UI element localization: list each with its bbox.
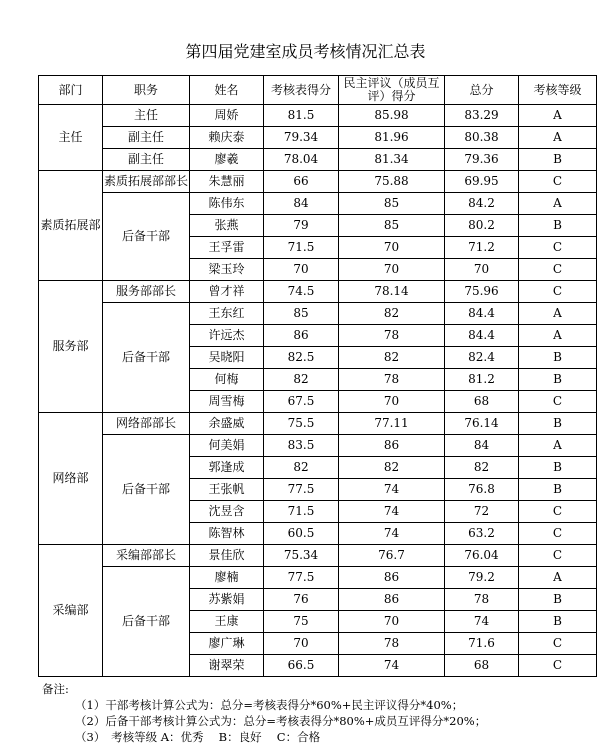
total-score-cell: 84.4 <box>445 303 519 325</box>
position-cell: 后备干部 <box>103 193 190 281</box>
name-cell: 谢翠荣 <box>190 655 264 677</box>
note-line: （2）后备干部考核计算公式为：总分=考核表得分*80%+成员互评得分*20%； <box>75 714 487 728</box>
grade-cell: B <box>519 457 597 479</box>
grade-cell: C <box>519 171 597 193</box>
form-score-cell: 86 <box>264 325 339 347</box>
name-cell: 陈伟东 <box>190 193 264 215</box>
table-row <box>39 193 597 215</box>
position-cell: 素质拓展部部长 <box>103 171 190 193</box>
form-score-cell: 82.5 <box>264 347 339 369</box>
position-cell: 服务部部长 <box>103 281 190 303</box>
total-score-cell: 82 <box>445 457 519 479</box>
peer-score-cell: 77.11 <box>339 413 445 435</box>
grade-cell: B <box>519 589 597 611</box>
total-score-cell: 84 <box>445 435 519 457</box>
grade-cell: B <box>519 369 597 391</box>
form-score-cell: 71.5 <box>264 501 339 523</box>
total-score-cell: 68 <box>445 655 519 677</box>
form-score-cell: 76 <box>264 589 339 611</box>
peer-score-cell: 70 <box>339 259 445 281</box>
total-score-cell: 75.96 <box>445 281 519 303</box>
grade-cell: C <box>519 545 597 567</box>
peer-score-cell: 76.7 <box>339 545 445 567</box>
name-cell: 王张帆 <box>190 479 264 501</box>
peer-score-cell: 81.34 <box>339 149 445 171</box>
grade-cell: A <box>519 435 597 457</box>
form-score-cell: 82 <box>264 369 339 391</box>
total-score-cell: 82.4 <box>445 347 519 369</box>
name-cell: 郭逢成 <box>190 457 264 479</box>
form-score-cell: 85 <box>264 303 339 325</box>
form-score-cell: 77.5 <box>264 567 339 589</box>
grade-cell: B <box>519 347 597 369</box>
department-cell: 采编部 <box>39 545 103 677</box>
header-name: 姓名 <box>190 76 264 105</box>
total-score-cell: 81.2 <box>445 369 519 391</box>
department-cell: 主任 <box>39 105 103 171</box>
summary-table <box>38 75 597 677</box>
table-row <box>39 545 597 567</box>
total-score-cell: 68 <box>445 391 519 413</box>
grade-cell: C <box>519 259 597 281</box>
total-score-cell: 76.8 <box>445 479 519 501</box>
peer-score-cell: 74 <box>339 479 445 501</box>
name-cell: 朱慧丽 <box>190 171 264 193</box>
notes-heading: 备注: <box>42 682 69 696</box>
peer-score-cell: 78 <box>339 633 445 655</box>
position-cell: 主任 <box>103 105 190 127</box>
grade-cell: B <box>519 149 597 171</box>
page-title: 第四届党建室成员考核情况汇总表 <box>185 42 426 61</box>
position-cell: 副主任 <box>103 149 190 171</box>
header-position: 职务 <box>103 76 190 105</box>
form-score-cell: 81.5 <box>264 105 339 127</box>
name-cell: 廖楠 <box>190 567 264 589</box>
position-cell: 网络部部长 <box>103 413 190 435</box>
peer-score-cell: 70 <box>339 237 445 259</box>
table-body <box>39 105 597 677</box>
name-cell: 梁玉玲 <box>190 259 264 281</box>
name-cell: 王东红 <box>190 303 264 325</box>
total-score-cell: 76.14 <box>445 413 519 435</box>
notes <box>42 681 486 745</box>
peer-score-cell: 70 <box>339 611 445 633</box>
total-score-cell: 70 <box>445 259 519 281</box>
peer-score-cell: 81.96 <box>339 127 445 149</box>
total-score-cell: 63.2 <box>445 523 519 545</box>
peer-score-cell: 86 <box>339 567 445 589</box>
grade-cell: C <box>519 501 597 523</box>
grade-cell: B <box>519 611 597 633</box>
name-cell: 曾才祥 <box>190 281 264 303</box>
total-score-cell: 80.2 <box>445 215 519 237</box>
table-row <box>39 105 597 127</box>
grade-cell: A <box>519 303 597 325</box>
grade-cell: C <box>519 237 597 259</box>
total-score-cell: 74 <box>445 611 519 633</box>
header-form-score: 考核表得分 <box>264 76 339 105</box>
grade-cell: C <box>519 391 597 413</box>
name-cell: 吴晓阳 <box>190 347 264 369</box>
form-score-cell: 78.04 <box>264 149 339 171</box>
grade-cell: A <box>519 105 597 127</box>
grade-cell: A <box>519 325 597 347</box>
grade-cell: C <box>519 633 597 655</box>
peer-score-cell: 82 <box>339 347 445 369</box>
name-cell: 何美娟 <box>190 435 264 457</box>
total-score-cell: 80.38 <box>445 127 519 149</box>
position-cell: 后备干部 <box>103 567 190 677</box>
name-cell: 许远杰 <box>190 325 264 347</box>
total-score-cell: 71.2 <box>445 237 519 259</box>
name-cell: 何梅 <box>190 369 264 391</box>
grade-cell: B <box>519 479 597 501</box>
form-score-cell: 75.34 <box>264 545 339 567</box>
peer-score-cell: 85.98 <box>339 105 445 127</box>
total-score-cell: 79.2 <box>445 567 519 589</box>
form-score-cell: 75.5 <box>264 413 339 435</box>
form-score-cell: 71.5 <box>264 237 339 259</box>
header-total: 总分 <box>445 76 519 105</box>
peer-score-cell: 85 <box>339 193 445 215</box>
table-row <box>39 281 597 303</box>
name-cell: 廖广琳 <box>190 633 264 655</box>
header-peer-score: 民主评议（成员互评）得分 <box>339 76 445 105</box>
peer-score-cell: 82 <box>339 457 445 479</box>
table-row <box>39 171 597 193</box>
total-score-cell: 84.2 <box>445 193 519 215</box>
total-score-cell: 76.04 <box>445 545 519 567</box>
peer-score-cell: 85 <box>339 215 445 237</box>
name-cell: 张燕 <box>190 215 264 237</box>
form-score-cell: 79 <box>264 215 339 237</box>
form-score-cell: 82 <box>264 457 339 479</box>
name-cell: 景佳欣 <box>190 545 264 567</box>
name-cell: 周雪梅 <box>190 391 264 413</box>
total-score-cell: 83.29 <box>445 105 519 127</box>
peer-score-cell: 74 <box>339 501 445 523</box>
name-cell: 廖羲 <box>190 149 264 171</box>
table-row <box>39 413 597 435</box>
grade-cell: C <box>519 655 597 677</box>
name-cell: 余盛威 <box>190 413 264 435</box>
department-cell: 网络部 <box>39 413 103 545</box>
grade-cell: A <box>519 567 597 589</box>
name-cell: 赖庆泰 <box>190 127 264 149</box>
name-cell: 苏紫娟 <box>190 589 264 611</box>
position-cell: 后备干部 <box>103 435 190 545</box>
peer-score-cell: 78 <box>339 369 445 391</box>
name-cell: 王孚雷 <box>190 237 264 259</box>
peer-score-cell: 78.14 <box>339 281 445 303</box>
grade-cell: B <box>519 215 597 237</box>
peer-score-cell: 70 <box>339 391 445 413</box>
form-score-cell: 70 <box>264 259 339 281</box>
form-score-cell: 84 <box>264 193 339 215</box>
grade-cell: B <box>519 413 597 435</box>
peer-score-cell: 75.88 <box>339 171 445 193</box>
total-score-cell: 78 <box>445 589 519 611</box>
total-score-cell: 79.36 <box>445 149 519 171</box>
form-score-cell: 77.5 <box>264 479 339 501</box>
form-score-cell: 79.34 <box>264 127 339 149</box>
total-score-cell: 69.95 <box>445 171 519 193</box>
note-line: （1）干部考核计算公式为：总分=考核表得分*60%+民主评议得分*40%； <box>75 698 464 712</box>
grade-cell: C <box>519 281 597 303</box>
form-score-cell: 74.5 <box>264 281 339 303</box>
position-cell: 后备干部 <box>103 303 190 413</box>
table-row <box>39 303 597 325</box>
form-score-cell: 60.5 <box>264 523 339 545</box>
table-row <box>39 127 597 149</box>
grade-cell: A <box>519 193 597 215</box>
peer-score-cell: 86 <box>339 435 445 457</box>
name-cell: 沈昱含 <box>190 501 264 523</box>
form-score-cell: 66 <box>264 171 339 193</box>
peer-score-cell: 78 <box>339 325 445 347</box>
department-cell: 服务部 <box>39 281 103 413</box>
total-score-cell: 71.6 <box>445 633 519 655</box>
note-line: （3） 考核等级 A：优秀 B：良好 C：合格 <box>75 730 321 744</box>
form-score-cell: 66.5 <box>264 655 339 677</box>
header-row <box>39 76 597 105</box>
peer-score-cell: 74 <box>339 655 445 677</box>
table-row <box>39 567 597 589</box>
peer-score-cell: 82 <box>339 303 445 325</box>
grade-cell: A <box>519 127 597 149</box>
position-cell: 采编部部长 <box>103 545 190 567</box>
header-department: 部门 <box>39 76 103 105</box>
grade-cell: C <box>519 523 597 545</box>
position-cell: 副主任 <box>103 127 190 149</box>
department-cell: 素质拓展部 <box>39 171 103 281</box>
header-grade: 考核等级 <box>519 76 597 105</box>
table-row <box>39 149 597 171</box>
name-cell: 王康 <box>190 611 264 633</box>
name-cell: 陈智林 <box>190 523 264 545</box>
peer-score-cell: 86 <box>339 589 445 611</box>
form-score-cell: 75 <box>264 611 339 633</box>
table-row <box>39 435 597 457</box>
form-score-cell: 67.5 <box>264 391 339 413</box>
peer-score-cell: 74 <box>339 523 445 545</box>
total-score-cell: 72 <box>445 501 519 523</box>
total-score-cell: 84.4 <box>445 325 519 347</box>
name-cell: 周娇 <box>190 105 264 127</box>
form-score-cell: 70 <box>264 633 339 655</box>
form-score-cell: 83.5 <box>264 435 339 457</box>
